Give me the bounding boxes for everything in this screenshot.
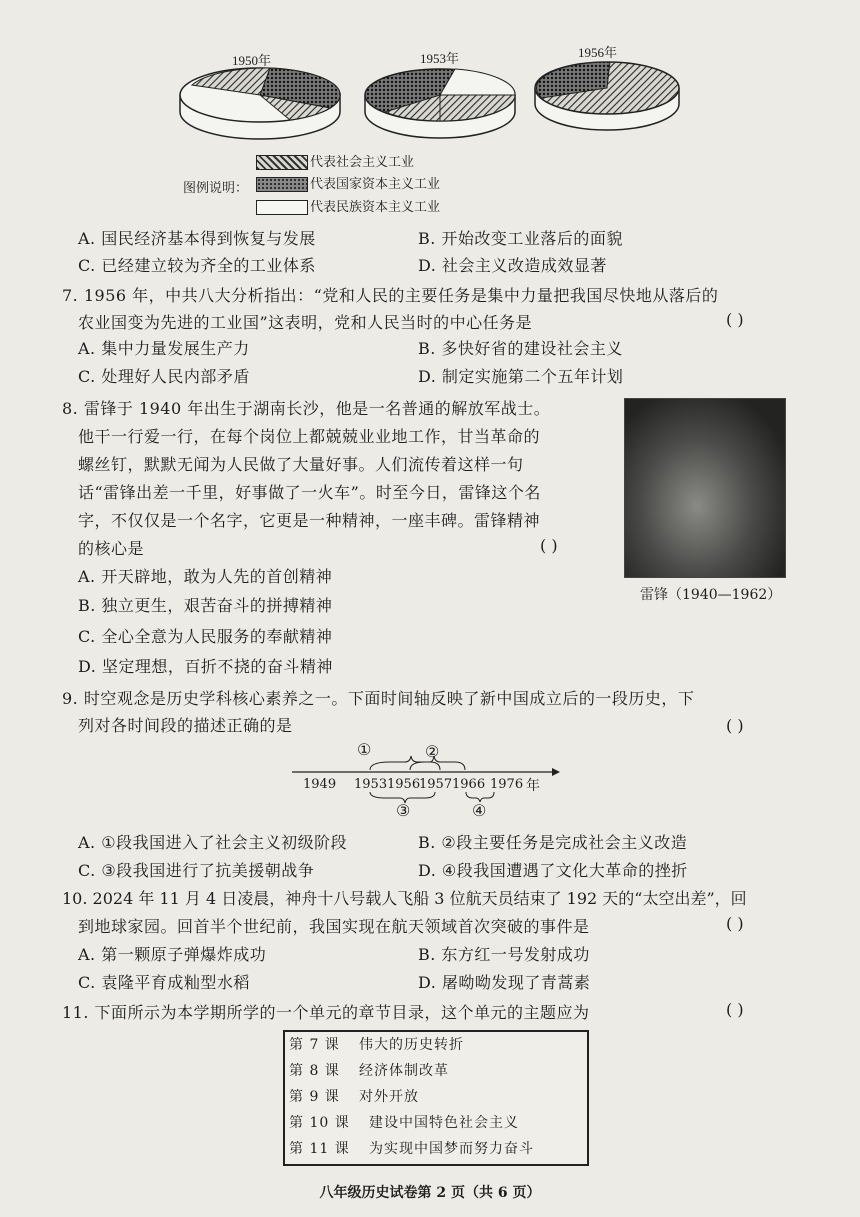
q8-option-c[interactable]: C. 全心全意为人民服务的奉献精神 (78, 627, 333, 646)
timeline-segment-3: ③ (396, 801, 411, 820)
timeline-segment-2: ② (425, 742, 440, 761)
q8-stem-line5: 字，不仅仅是一个名字，它更是一种精神，一座丰碑。雷锋精神 (78, 511, 541, 530)
lei-feng-photo (624, 398, 786, 578)
timeline-unit: 年 (526, 778, 540, 794)
q10-stem-line1: 10. 2024 年 11 月 4 日凌晨，神舟十八号载人飞船 3 位航天员结束了 192 天的“太空出差”，回 (62, 889, 747, 908)
q8-option-a[interactable]: A. 开天辟地，敢为人先的首创精神 (78, 567, 333, 586)
q9-option-d[interactable]: D. ④段我国遭遇了文化大革命的挫折 (418, 861, 688, 880)
q9-option-a[interactable]: A. ①段我国进入了社会主义初级阶段 (78, 833, 348, 852)
catalog-row (289, 1034, 464, 1054)
legend-socialist: 代表社会主义工业 (256, 151, 414, 170)
q6-option-d[interactable]: D. 社会主义改造成效显著 (418, 256, 607, 275)
q7-option-a[interactable]: A. 集中力量发展生产力 (78, 339, 250, 358)
catalog-title: 对外开放 (359, 1089, 419, 1105)
q10-answer-bracket[interactable]: ( ) (726, 914, 744, 933)
q11-stem-line1: 11. 下面所示为本学期所学的一个单元的章节目录，这个单元的主题应为 (62, 1003, 590, 1022)
q10-stem-line2: 到地球家园。回首半个世纪前，我国实现在航天领域首次突破的事件是 (78, 917, 590, 936)
q7-option-b[interactable]: B. 多快好省的建设社会主义 (418, 339, 623, 358)
q8-stem-line4: 话“雷锋出差一千里，好事做了一火车”。时至今日，雷锋这个名 (78, 483, 541, 502)
q10-option-b[interactable]: B. 东方红一号发射成功 (418, 945, 590, 964)
q7-answer-bracket[interactable]: ( ) (726, 310, 744, 329)
timeline-tick-1956: 1956 (387, 777, 421, 792)
chapter-catalog (283, 1030, 589, 1166)
q7-stem-line1: 7. 1956 年，中共八大分析指出：“党和人民的主要任务是集中力量把我国尽快地从落后的 (62, 286, 719, 305)
catalog-lesson: 第 8 课 (289, 1063, 340, 1079)
timeline-tick-1949: 1949 (303, 777, 337, 792)
q9-answer-bracket[interactable]: ( ) (726, 716, 744, 735)
catalog-title: 伟大的历史转折 (359, 1037, 464, 1053)
q6-option-b[interactable]: B. 开始改变工业落后的面貌 (418, 229, 623, 248)
legend-title: 图例说明： (183, 181, 249, 196)
catalog-row (289, 1086, 419, 1106)
swatch-dotted (256, 177, 308, 192)
catalog-row (289, 1060, 449, 1080)
q8-stem-line6: 的核心是 (78, 539, 145, 558)
q8-stem-line3: 螺丝钉，默默无闻为人民做了大量好事。人们流传着这样一句 (78, 455, 524, 474)
swatch-hatched (256, 155, 308, 170)
pie-1950 (180, 68, 340, 139)
timeline-tick-1966: 1966 (452, 777, 486, 792)
q7-option-c[interactable]: C. 处理好人民内部矛盾 (78, 367, 250, 386)
timeline-segment-1: ① (357, 740, 372, 759)
q7-option-d[interactable]: D. 制定实施第二个五年计划 (418, 367, 624, 386)
catalog-title: 经济体制改革 (359, 1063, 449, 1079)
q8-option-d[interactable]: D. 坚定理想，百折不挠的奋斗精神 (78, 657, 333, 676)
q6-option-c[interactable]: C. 已经建立较为齐全的工业体系 (78, 256, 316, 275)
swatch-blank (256, 200, 308, 215)
timeline-tick-1953: 1953 (354, 777, 388, 792)
q8-stem-line2: 他干一行爱一行，在每个岗位上都兢兢业业地工作，甘当革命的 (78, 427, 541, 446)
legend-national-capitalist: 代表民族资本主义工业 (256, 196, 440, 215)
q9-stem-line1: 9. 时空观念是历史学科核心素养之一。下面时间轴反映了新中国成立后的一段历史，下 (62, 689, 695, 708)
q6-option-a[interactable]: A. 国民经济基本得到恢复与发展 (78, 229, 316, 248)
q8-option-b[interactable]: B. 独立更生，艰苦奋斗的拼搏精神 (78, 596, 333, 615)
page-footer: 八年级历史试卷第 2 页（共 6 页） (319, 1185, 541, 1201)
catalog-row (289, 1112, 519, 1132)
photo-caption: 雷锋（1940—1962） (640, 587, 782, 603)
catalog-lesson: 第 10 课 (289, 1115, 350, 1131)
catalog-title: 建设中国特色社会主义 (369, 1115, 519, 1131)
catalog-row (289, 1138, 534, 1158)
q8-stem-line1: 8. 雷锋于 1940 年出生于湖南长沙，他是一名普通的解放军战士。 (62, 399, 551, 418)
timeline-tick-1976: 1976 (490, 777, 524, 792)
q9-option-b[interactable]: B. ②段主要任务是完成社会主义改造 (418, 833, 688, 852)
catalog-lesson: 第 9 课 (289, 1089, 340, 1105)
catalog-lesson: 第 11 课 (289, 1141, 350, 1157)
q10-option-a[interactable]: A. 第一颗原子弹爆炸成功 (78, 945, 267, 964)
q7-stem-line2: 农业国变为先进的工业国”这表明，党和人民当时的中心任务是 (78, 313, 533, 332)
pie-1956 (535, 62, 679, 130)
q11-answer-bracket[interactable]: ( ) (726, 1000, 744, 1019)
catalog-lesson: 第 7 课 (289, 1037, 340, 1053)
catalog-title: 为实现中国梦而努力奋斗 (369, 1141, 534, 1157)
legend-state-capitalist: 代表国家资本主义工业 (256, 173, 440, 192)
q10-option-c[interactable]: C. 袁隆平育成籼型水稻 (78, 973, 250, 992)
timeline-segment-4: ④ (472, 801, 487, 820)
q9-stem-line2: 列对各时间段的描述正确的是 (78, 716, 293, 735)
pie-1953 (365, 69, 515, 138)
pie-year-1953: 1953年 (420, 51, 460, 66)
q10-option-d[interactable]: D. 屠呦呦发现了青蒿素 (418, 973, 591, 992)
q8-answer-bracket[interactable]: ( ) (540, 536, 558, 555)
timeline-tick-1957: 1957 (419, 777, 453, 792)
pie-year-1956: 1956年 (578, 45, 618, 60)
pie-year-1950: 1950年 (232, 53, 272, 68)
q9-option-c[interactable]: C. ③段我国进行了抗美援朝战争 (78, 861, 315, 880)
